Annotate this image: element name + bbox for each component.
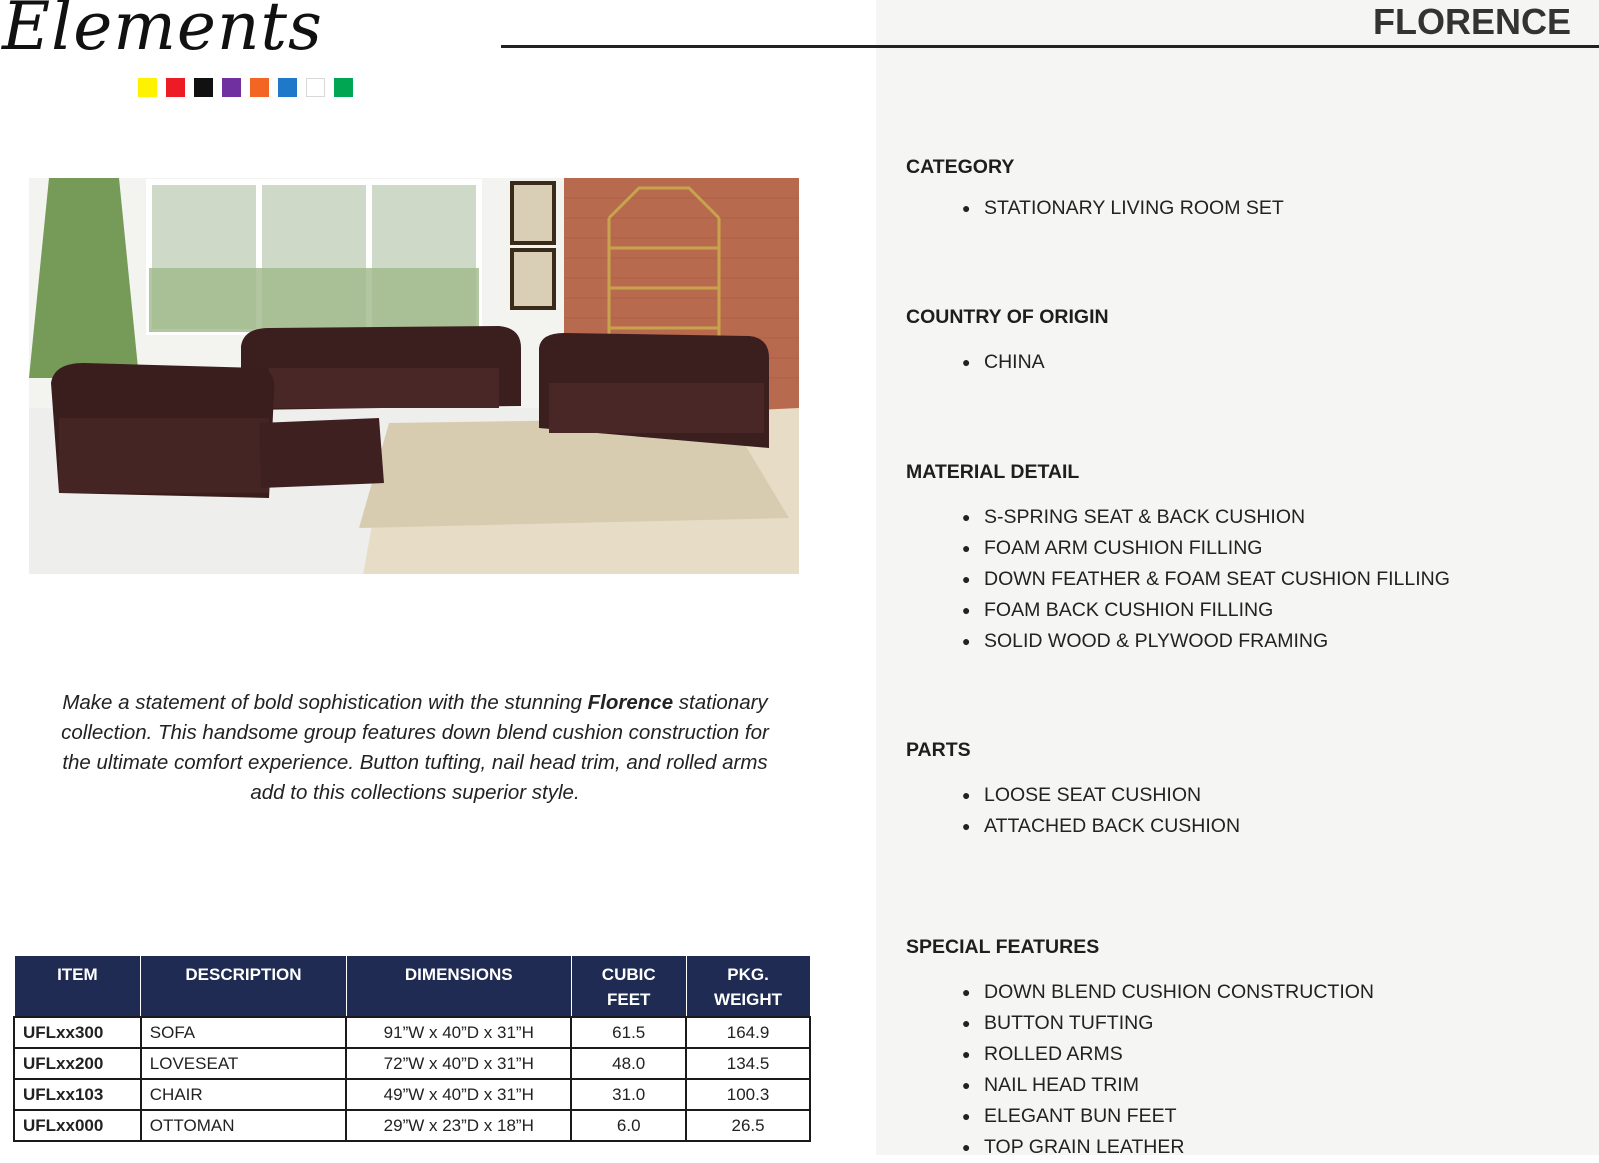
ottoman (259, 418, 384, 488)
list-item: ● CHINA (906, 347, 1109, 378)
item-pkg-weight: 134.5 (686, 1048, 810, 1079)
list-item: ● ELEGANT BUN FEET (906, 1101, 1374, 1132)
item-description: SOFA (141, 1017, 346, 1048)
color-swatch (278, 78, 297, 97)
list-item: ● STATIONARY LIVING ROOM SET (906, 193, 1284, 224)
section-heading: MATERIAL DETAIL (906, 461, 1080, 483)
item-description: CHAIR (141, 1079, 346, 1110)
list-item: ● FOAM BACK CUSHION FILLING (906, 595, 1450, 626)
list-item: ● SOLID WOOD & PLYWOOD FRAMING (906, 626, 1450, 657)
table-header-item: ITEM (14, 956, 141, 1018)
framed-art (512, 250, 554, 308)
item-pkg-weight: 164.9 (686, 1017, 810, 1048)
list-item: ● ATTACHED BACK CUSHION (906, 811, 1240, 842)
table-row (14, 1110, 810, 1141)
item-cubic-feet: 48.0 (571, 1048, 686, 1079)
item-dimensions: 72”W x 40”D x 31”H (346, 1048, 571, 1079)
color-swatch (222, 78, 241, 97)
framed-art (512, 183, 554, 243)
section-parts (906, 739, 1240, 842)
item-description: OTTOMAN (141, 1110, 346, 1141)
item-cubic-feet: 6.0 (571, 1110, 686, 1141)
item-dimensions: 91”W x 40”D x 31”H (346, 1017, 571, 1048)
spec-table (13, 955, 811, 1142)
item-code: UFLxx300 (14, 1017, 141, 1048)
product-photo (29, 178, 799, 574)
section-material-detail (906, 461, 1450, 657)
item-description: LOVESEAT (141, 1048, 346, 1079)
product-title: FLORENCE (1373, 1, 1571, 42)
item-code: UFLxx103 (14, 1079, 141, 1110)
color-swatch (194, 78, 213, 97)
item-code: UFLxx000 (14, 1110, 141, 1141)
color-swatch (334, 78, 353, 97)
section-heading: CATEGORY (906, 156, 1015, 178)
list-item: ● BUTTON TUFTING (906, 1008, 1374, 1039)
list-item: ● TOP GRAIN LEATHER (906, 1132, 1374, 1163)
table-row (14, 1048, 810, 1079)
description-body: stationary collection. This handsome group features down blend cushion construction for the ultimate comfort experience. Button tufting, nail head trim, and rolled arms add to this collections superior style. (61, 691, 769, 804)
section-category (906, 156, 1284, 224)
item-pkg-weight: 26.5 (686, 1110, 810, 1141)
description-brand: Florence (587, 691, 674, 714)
list-item: ● DOWN FEATHER & FOAM SEAT CUSHION FILLING (906, 564, 1450, 595)
list-item: ● ROLLED ARMS (906, 1039, 1374, 1070)
list-item: ● FOAM ARM CUSHION FILLING (906, 533, 1450, 564)
section-special-features (906, 936, 1374, 1163)
table-header-dimensions: DIMENSIONS (346, 956, 571, 1018)
item-dimensions: 29”W x 23”D x 18”H (346, 1110, 571, 1141)
list-item: ● S-SPRING SEAT & BACK CUSHION (906, 502, 1450, 533)
brand-logo: Elements (2, 0, 323, 65)
list-item: ● LOOSE SEAT CUSHION (906, 780, 1240, 811)
item-cubic-feet: 61.5 (571, 1017, 686, 1048)
list-item: ● NAIL HEAD TRIM (906, 1070, 1374, 1101)
item-cubic-feet: 31.0 (571, 1079, 686, 1110)
color-swatch (250, 78, 269, 97)
color-swatch (306, 78, 325, 97)
description-intro: Make a statement of bold sophistication with the stunning (62, 691, 588, 714)
table-header-pkg-weight: PKG. WEIGHT (686, 956, 810, 1018)
item-pkg-weight: 100.3 (686, 1079, 810, 1110)
table-header-cubic-feet: CUBIC FEET (571, 956, 686, 1018)
table-row (14, 1017, 810, 1048)
item-code: UFLxx200 (14, 1048, 141, 1079)
list-item: ● DOWN BLEND CUSHION CONSTRUCTION (906, 977, 1374, 1008)
section-country-of-origin (906, 306, 1109, 378)
header-rule (501, 45, 1599, 48)
product-description (60, 688, 770, 808)
table-header-description: DESCRIPTION (141, 956, 346, 1018)
color-swatches (138, 78, 353, 97)
section-heading: SPECIAL FEATURES (906, 936, 1100, 958)
color-swatch (138, 78, 157, 97)
color-swatch (166, 78, 185, 97)
section-heading: PARTS (906, 739, 971, 761)
item-dimensions: 49”W x 40”D x 31”H (346, 1079, 571, 1110)
table-row (14, 1079, 810, 1110)
section-heading: COUNTRY OF ORIGIN (906, 306, 1109, 328)
